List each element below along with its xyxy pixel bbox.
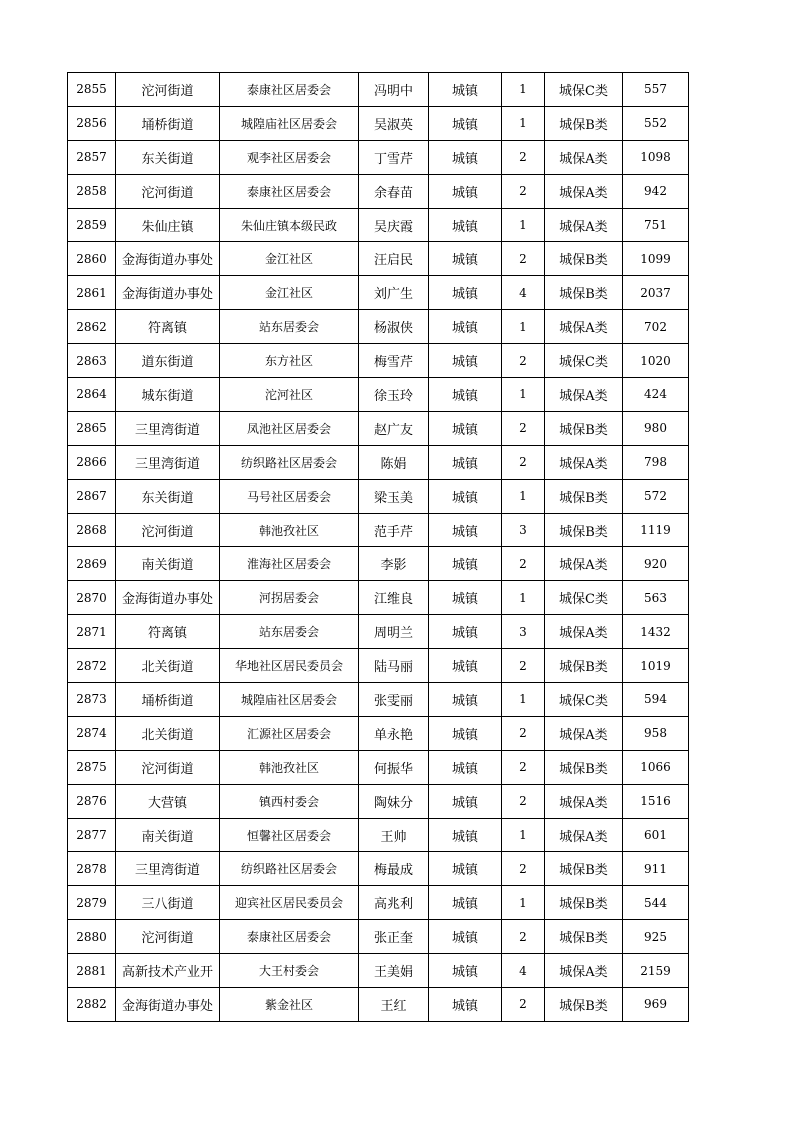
area-type-cell: 城镇	[429, 784, 502, 818]
name-cell: 吴庆霞	[359, 208, 429, 242]
area-type-cell: 城镇	[429, 852, 502, 886]
household-size-cell: 2	[502, 784, 545, 818]
name-cell: 丁雪芹	[359, 140, 429, 174]
community-cell: 韩池孜社区	[220, 750, 359, 784]
table-row	[68, 716, 689, 750]
table-row	[68, 581, 689, 615]
household-size-cell: 1	[502, 208, 545, 242]
amount-cell: 424	[623, 378, 689, 412]
area-type-cell: 城镇	[429, 750, 502, 784]
community-cell: 城隍庙社区居委会	[220, 106, 359, 140]
table-row	[68, 920, 689, 954]
area-type-cell: 城镇	[429, 988, 502, 1022]
amount-cell: 958	[623, 716, 689, 750]
record-number-cell: 2869	[68, 547, 116, 581]
area-type-cell: 城镇	[429, 818, 502, 852]
record-number-cell: 2865	[68, 411, 116, 445]
community-cell: 站东居委会	[220, 310, 359, 344]
subdistrict-cell: 埇桥街道	[116, 683, 220, 717]
community-cell: 站东居委会	[220, 615, 359, 649]
insurance-category-cell: 城保A类	[545, 140, 623, 174]
amount-cell: 2159	[623, 954, 689, 988]
record-number-cell: 2878	[68, 852, 116, 886]
record-number-cell: 2880	[68, 920, 116, 954]
household-size-cell: 4	[502, 276, 545, 310]
name-cell: 冯明中	[359, 73, 429, 107]
name-cell: 汪启民	[359, 242, 429, 276]
community-cell: 观李社区居委会	[220, 140, 359, 174]
name-cell: 陶妹分	[359, 784, 429, 818]
area-type-cell: 城镇	[429, 547, 502, 581]
record-number-cell: 2870	[68, 581, 116, 615]
insurance-category-cell: 城保A类	[545, 378, 623, 412]
name-cell: 刘广生	[359, 276, 429, 310]
subdistrict-cell: 高新技术产业开	[116, 954, 220, 988]
subdistrict-cell: 道东街道	[116, 344, 220, 378]
record-number-cell: 2868	[68, 513, 116, 547]
table-row	[68, 954, 689, 988]
insurance-category-cell: 城保C类	[545, 73, 623, 107]
table-row	[68, 513, 689, 547]
name-cell: 何振华	[359, 750, 429, 784]
record-number-cell: 2879	[68, 886, 116, 920]
area-type-cell: 城镇	[429, 649, 502, 683]
community-cell: 韩池孜社区	[220, 513, 359, 547]
area-type-cell: 城镇	[429, 513, 502, 547]
amount-cell: 980	[623, 411, 689, 445]
insurance-category-cell: 城保B类	[545, 988, 623, 1022]
subdistrict-cell: 北关街道	[116, 649, 220, 683]
record-number-cell: 2877	[68, 818, 116, 852]
household-size-cell: 2	[502, 750, 545, 784]
insurance-category-cell: 城保B类	[545, 649, 623, 683]
area-type-cell: 城镇	[429, 106, 502, 140]
household-size-cell: 2	[502, 140, 545, 174]
subdistrict-cell: 沱河街道	[116, 174, 220, 208]
subdistrict-cell: 三里湾街道	[116, 852, 220, 886]
area-type-cell: 城镇	[429, 615, 502, 649]
insurance-category-cell: 城保A类	[545, 208, 623, 242]
area-type-cell: 城镇	[429, 581, 502, 615]
record-number-cell: 2863	[68, 344, 116, 378]
amount-cell: 563	[623, 581, 689, 615]
amount-cell: 2037	[623, 276, 689, 310]
insurance-category-cell: 城保A类	[545, 174, 623, 208]
record-number-cell: 2875	[68, 750, 116, 784]
household-size-cell: 2	[502, 547, 545, 581]
community-cell: 汇源社区居委会	[220, 716, 359, 750]
record-number-cell: 2871	[68, 615, 116, 649]
name-cell: 赵广友	[359, 411, 429, 445]
name-cell: 单永艳	[359, 716, 429, 750]
community-cell: 凤池社区居委会	[220, 411, 359, 445]
household-size-cell: 2	[502, 988, 545, 1022]
amount-cell: 594	[623, 683, 689, 717]
household-size-cell: 2	[502, 242, 545, 276]
table-body	[68, 73, 689, 1022]
name-cell: 江维良	[359, 581, 429, 615]
name-cell: 梅最成	[359, 852, 429, 886]
insurance-category-cell: 城保B类	[545, 411, 623, 445]
household-size-cell: 3	[502, 513, 545, 547]
community-cell: 金江社区	[220, 242, 359, 276]
subdistrict-cell: 金海街道办事处	[116, 988, 220, 1022]
amount-cell: 1019	[623, 649, 689, 683]
area-type-cell: 城镇	[429, 73, 502, 107]
community-cell: 迎宾社区居民委员会	[220, 886, 359, 920]
insurance-category-cell: 城保B类	[545, 920, 623, 954]
record-number-cell: 2874	[68, 716, 116, 750]
household-size-cell: 2	[502, 649, 545, 683]
amount-cell: 969	[623, 988, 689, 1022]
name-cell: 周明兰	[359, 615, 429, 649]
community-cell: 金江社区	[220, 276, 359, 310]
table-row	[68, 106, 689, 140]
subdistrict-cell: 城东街道	[116, 378, 220, 412]
area-type-cell: 城镇	[429, 445, 502, 479]
table-row	[68, 174, 689, 208]
subdistrict-cell: 南关街道	[116, 818, 220, 852]
record-number-cell: 2860	[68, 242, 116, 276]
amount-cell: 1099	[623, 242, 689, 276]
table-row	[68, 683, 689, 717]
insurance-category-cell: 城保C类	[545, 581, 623, 615]
amount-cell: 552	[623, 106, 689, 140]
area-type-cell: 城镇	[429, 242, 502, 276]
table-row	[68, 344, 689, 378]
household-size-cell: 1	[502, 310, 545, 344]
record-number-cell: 2876	[68, 784, 116, 818]
record-number-cell: 2881	[68, 954, 116, 988]
insurance-category-cell: 城保A类	[545, 784, 623, 818]
household-size-cell: 1	[502, 73, 545, 107]
name-cell: 梁玉美	[359, 479, 429, 513]
subdistrict-cell: 沱河街道	[116, 750, 220, 784]
name-cell: 范手芹	[359, 513, 429, 547]
amount-cell: 1066	[623, 750, 689, 784]
community-cell: 华地社区居民委员会	[220, 649, 359, 683]
record-number-cell: 2856	[68, 106, 116, 140]
table-row	[68, 140, 689, 174]
community-cell: 淮海社区居委会	[220, 547, 359, 581]
area-type-cell: 城镇	[429, 683, 502, 717]
amount-cell: 1098	[623, 140, 689, 174]
household-size-cell: 1	[502, 378, 545, 412]
household-size-cell: 1	[502, 479, 545, 513]
record-number-cell: 2872	[68, 649, 116, 683]
area-type-cell: 城镇	[429, 479, 502, 513]
amount-cell: 911	[623, 852, 689, 886]
subdistrict-cell: 沱河街道	[116, 920, 220, 954]
table-row	[68, 242, 689, 276]
table-row	[68, 649, 689, 683]
record-number-cell: 2861	[68, 276, 116, 310]
record-number-cell: 2859	[68, 208, 116, 242]
insurance-category-cell: 城保A类	[545, 547, 623, 581]
name-cell: 吴淑英	[359, 106, 429, 140]
community-cell: 河拐居委会	[220, 581, 359, 615]
area-type-cell: 城镇	[429, 378, 502, 412]
name-cell: 陆马丽	[359, 649, 429, 683]
amount-cell: 925	[623, 920, 689, 954]
table-row	[68, 852, 689, 886]
community-cell: 泰康社区居委会	[220, 174, 359, 208]
name-cell: 王帅	[359, 818, 429, 852]
table-row	[68, 479, 689, 513]
subdistrict-cell: 金海街道办事处	[116, 276, 220, 310]
subdistrict-cell: 三里湾街道	[116, 445, 220, 479]
insurance-category-cell: 城保C类	[545, 344, 623, 378]
subdistrict-cell: 金海街道办事处	[116, 242, 220, 276]
record-number-cell: 2857	[68, 140, 116, 174]
insurance-category-cell: 城保A类	[545, 445, 623, 479]
subdistrict-cell: 三里湾街道	[116, 411, 220, 445]
amount-cell: 557	[623, 73, 689, 107]
subdistrict-cell: 沱河街道	[116, 513, 220, 547]
name-cell: 徐玉玲	[359, 378, 429, 412]
amount-cell: 1119	[623, 513, 689, 547]
record-number-cell: 2866	[68, 445, 116, 479]
subdistrict-cell: 埇桥街道	[116, 106, 220, 140]
household-size-cell: 2	[502, 920, 545, 954]
household-size-cell: 2	[502, 716, 545, 750]
insurance-category-cell: 城保B类	[545, 852, 623, 886]
name-cell: 李影	[359, 547, 429, 581]
amount-cell: 798	[623, 445, 689, 479]
area-type-cell: 城镇	[429, 310, 502, 344]
name-cell: 张正奎	[359, 920, 429, 954]
insurance-category-cell: 城保A类	[545, 954, 623, 988]
name-cell: 张雯丽	[359, 683, 429, 717]
household-size-cell: 4	[502, 954, 545, 988]
record-number-cell: 2882	[68, 988, 116, 1022]
household-size-cell: 2	[502, 852, 545, 886]
area-type-cell: 城镇	[429, 954, 502, 988]
insurance-category-cell: 城保A类	[545, 310, 623, 344]
table-row	[68, 378, 689, 412]
insurance-category-cell: 城保B类	[545, 106, 623, 140]
area-type-cell: 城镇	[429, 411, 502, 445]
table-row	[68, 208, 689, 242]
community-cell: 泰康社区居委会	[220, 73, 359, 107]
table-row	[68, 547, 689, 581]
name-cell: 梅雪芹	[359, 344, 429, 378]
table-row	[68, 445, 689, 479]
record-number-cell: 2858	[68, 174, 116, 208]
community-cell: 纺织路社区居委会	[220, 445, 359, 479]
community-cell: 恒馨社区居委会	[220, 818, 359, 852]
insurance-category-cell: 城保C类	[545, 683, 623, 717]
amount-cell: 1020	[623, 344, 689, 378]
amount-cell: 1516	[623, 784, 689, 818]
table-row	[68, 988, 689, 1022]
amount-cell: 601	[623, 818, 689, 852]
area-type-cell: 城镇	[429, 276, 502, 310]
community-cell: 泰康社区居委会	[220, 920, 359, 954]
household-size-cell: 2	[502, 344, 545, 378]
record-number-cell: 2862	[68, 310, 116, 344]
amount-cell: 572	[623, 479, 689, 513]
insurance-category-cell: 城保B类	[545, 242, 623, 276]
record-number-cell: 2867	[68, 479, 116, 513]
community-cell: 纺织路社区居委会	[220, 852, 359, 886]
area-type-cell: 城镇	[429, 716, 502, 750]
subdistrict-cell: 符离镇	[116, 310, 220, 344]
table-row	[68, 276, 689, 310]
area-type-cell: 城镇	[429, 174, 502, 208]
area-type-cell: 城镇	[429, 208, 502, 242]
household-size-cell: 1	[502, 683, 545, 717]
subdistrict-cell: 北关街道	[116, 716, 220, 750]
amount-cell: 702	[623, 310, 689, 344]
amount-cell: 942	[623, 174, 689, 208]
amount-cell: 544	[623, 886, 689, 920]
insurance-category-cell: 城保B类	[545, 750, 623, 784]
name-cell: 高兆利	[359, 886, 429, 920]
subdistrict-cell: 符离镇	[116, 615, 220, 649]
subdistrict-cell: 金海街道办事处	[116, 581, 220, 615]
subdistrict-cell: 大营镇	[116, 784, 220, 818]
community-cell: 大王村委会	[220, 954, 359, 988]
table-row	[68, 73, 689, 107]
household-size-cell: 1	[502, 106, 545, 140]
insurance-category-cell: 城保B类	[545, 513, 623, 547]
table-row	[68, 886, 689, 920]
amount-cell: 1432	[623, 615, 689, 649]
area-type-cell: 城镇	[429, 344, 502, 378]
subdistrict-cell: 南关街道	[116, 547, 220, 581]
table-row	[68, 411, 689, 445]
community-cell: 紫金社区	[220, 988, 359, 1022]
insurance-category-cell: 城保B类	[545, 479, 623, 513]
household-size-cell: 1	[502, 581, 545, 615]
household-size-cell: 1	[502, 886, 545, 920]
community-cell: 城隍庙社区居委会	[220, 683, 359, 717]
insurance-category-cell: 城保A类	[545, 716, 623, 750]
subdistrict-cell: 三八街道	[116, 886, 220, 920]
amount-cell: 751	[623, 208, 689, 242]
record-number-cell: 2855	[68, 73, 116, 107]
table-row	[68, 750, 689, 784]
insurance-category-cell: 城保A类	[545, 615, 623, 649]
subdistrict-cell: 东关街道	[116, 140, 220, 174]
name-cell: 陈娟	[359, 445, 429, 479]
subdistrict-cell: 朱仙庄镇	[116, 208, 220, 242]
community-cell: 镇西村委会	[220, 784, 359, 818]
insurance-category-cell: 城保A类	[545, 818, 623, 852]
name-cell: 王美娟	[359, 954, 429, 988]
community-cell: 沱河社区	[220, 378, 359, 412]
household-size-cell: 3	[502, 615, 545, 649]
name-cell: 杨淑侠	[359, 310, 429, 344]
community-cell: 马号社区居委会	[220, 479, 359, 513]
table-row	[68, 784, 689, 818]
name-cell: 余春苗	[359, 174, 429, 208]
name-cell: 王红	[359, 988, 429, 1022]
household-size-cell: 2	[502, 445, 545, 479]
record-number-cell: 2873	[68, 683, 116, 717]
insurance-category-cell: 城保B类	[545, 276, 623, 310]
record-number-cell: 2864	[68, 378, 116, 412]
area-type-cell: 城镇	[429, 886, 502, 920]
table-row	[68, 818, 689, 852]
subdistrict-cell: 东关街道	[116, 479, 220, 513]
subdistrict-cell: 沱河街道	[116, 73, 220, 107]
table-row	[68, 310, 689, 344]
area-type-cell: 城镇	[429, 140, 502, 174]
insurance-category-cell: 城保B类	[545, 886, 623, 920]
community-cell: 东方社区	[220, 344, 359, 378]
data-table	[67, 72, 689, 1022]
amount-cell: 920	[623, 547, 689, 581]
community-cell: 朱仙庄镇本级民政	[220, 208, 359, 242]
household-size-cell: 1	[502, 818, 545, 852]
table-row	[68, 615, 689, 649]
area-type-cell: 城镇	[429, 920, 502, 954]
household-size-cell: 2	[502, 411, 545, 445]
household-size-cell: 2	[502, 174, 545, 208]
